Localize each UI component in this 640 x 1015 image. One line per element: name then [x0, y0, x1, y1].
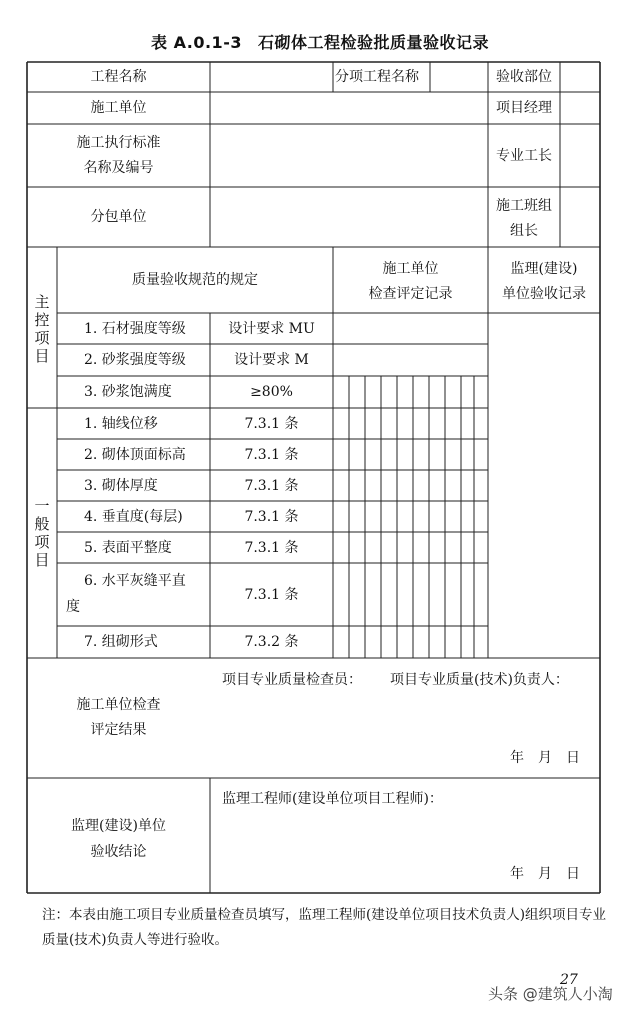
result-label-line1: 施工单位检查 [76, 697, 161, 713]
construction-record-header-line2: 检查评定记录 [368, 286, 453, 302]
main-item-requirement: ≥80% [250, 384, 293, 400]
standard-label-line2: 名称及编号 [83, 160, 154, 176]
subcontractor-label: 分包单位 [90, 209, 147, 225]
general-item-name: 2. 砌体顶面标高 [84, 447, 186, 463]
general-item-requirement: 7.3.1 条 [244, 416, 299, 432]
conclusion-label-line1: 监理(建设)单位 [71, 818, 166, 834]
team-leader-line2: 组长 [510, 223, 538, 239]
main-item-name: 1. 石材强度等级 [84, 321, 186, 337]
main-item-name: 3. 砂浆饱满度 [84, 384, 172, 400]
table-title-text: 石砌体工程检验批质量验收记录 [257, 33, 489, 52]
watermark-text: 头条 @建筑人小淘 [488, 985, 613, 1003]
foreman-label: 专业工长 [496, 148, 552, 164]
general-item-requirement: 7.3.1 条 [244, 509, 299, 525]
construction-record-header-line1: 施工单位 [382, 261, 439, 277]
construction-unit-label: 施工单位 [90, 100, 147, 116]
general-item-name: 7. 组砌形式 [84, 634, 158, 650]
general-item-name-line1: 6. 水平灰缝平直 [84, 573, 186, 589]
general-item-requirement: 7.3.2 条 [244, 634, 299, 650]
project-name-label: 工程名称 [90, 69, 147, 85]
result-label-line2: 评定结果 [90, 722, 147, 738]
spec-column-header: 质量验收规范的规定 [132, 272, 258, 288]
engineer-signature-label: 监理工程师(建设单位项目工程师)： [222, 791, 443, 807]
general-item-name-line2: 度 [66, 599, 80, 615]
team-leader-line1: 施工班组 [496, 198, 552, 214]
main-items-label: 主控项目 [34, 293, 50, 365]
supervisor-record-header-line1: 监理(建设) [510, 261, 578, 277]
tech-lead-signature-label: 项目专业质量(技术)负责人： [390, 672, 569, 688]
table-number: 表 A.0.1-3 [151, 33, 242, 52]
main-item-requirement: 设计要求 MU [228, 321, 315, 337]
general-item-requirement: 7.3.1 条 [244, 478, 299, 494]
watermark [488, 983, 613, 1004]
main-item-requirement: 设计要求 M [234, 352, 309, 368]
general-item-requirement: 7.3.1 条 [244, 587, 299, 603]
general-item-name: 4. 垂直度(每层) [84, 509, 183, 525]
standard-label-line1: 施工执行标准 [76, 135, 161, 151]
subproject-name-label: 分项工程名称 [335, 69, 419, 85]
footnote: 注：本表由施工项目专业质量检查员填写，监理工程师(建设单位项目技术负责人)组织项目专业质量(技术)负责人等进行验收。 [42, 907, 607, 948]
general-item-requirement: 7.3.1 条 [244, 540, 299, 556]
project-manager-label: 项目经理 [496, 100, 552, 116]
table-title [0, 30, 640, 53]
main-item-name: 2. 砂浆强度等级 [84, 352, 186, 368]
general-item-name: 1. 轴线位移 [84, 416, 158, 432]
conclusion-date: 年 月 日 [510, 866, 580, 882]
result-date: 年 月 日 [510, 750, 580, 766]
general-item-name: 5. 表面平整度 [84, 540, 172, 556]
general-item-requirement: 7.3.1 条 [244, 447, 299, 463]
supervisor-record-header-line2: 单位验收记录 [502, 286, 586, 302]
conclusion-label-line2: 验收结论 [90, 844, 147, 860]
page-number: 27 [560, 972, 578, 988]
acceptance-dept-label: 验收部位 [496, 69, 552, 85]
inspector-signature-label: 项目专业质量检查员： [222, 672, 362, 688]
general-items-label: 一般项目 [34, 497, 50, 569]
general-item-name: 3. 砌体厚度 [84, 478, 158, 494]
